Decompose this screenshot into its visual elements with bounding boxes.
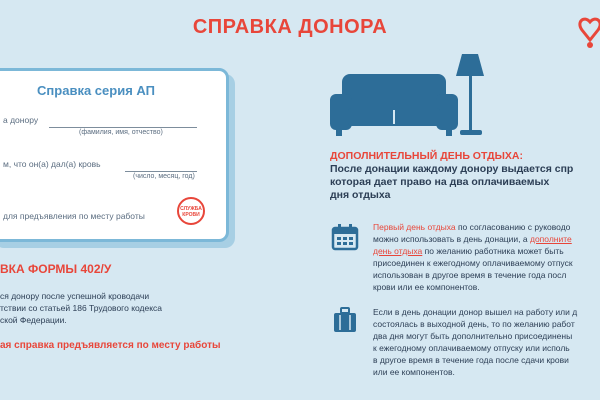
form-heading: ВКА ФОРМЫ 402/У (0, 262, 112, 276)
card-title: Справка серия АП (37, 83, 155, 98)
card-work-line: для предъявления по месту работы (3, 211, 145, 221)
card-donor-hint: (фамилия, имя, отчество) (79, 129, 163, 136)
working-day-line: к ежегодному оплачиваемому отпуску или исполь (373, 343, 570, 353)
working-day-line: или ее компонентов. (373, 367, 455, 377)
working-day-line: два дня могут быть дополнительно присоединены (373, 331, 573, 341)
first-day-line-6: крови или ее компонентов. (373, 282, 480, 292)
floor-lamp-icon (456, 54, 484, 135)
form-line: тствии со статьей 186 Трудового кодекса (0, 303, 163, 313)
card-blood-hint: (число, месяц, год) (133, 173, 195, 180)
first-day-line-5: использован в другое время в течение года посл (373, 270, 567, 280)
first-day-text: по желанию работника может быть (422, 246, 564, 256)
working-day-line: в другое время в течение года после сдачи крови (373, 355, 569, 365)
form-description (0, 290, 162, 326)
calendar-icon (331, 223, 359, 251)
card-blood-rule (125, 171, 197, 172)
card-blood-line: м, что он(а) дал(а) кровь (3, 159, 101, 169)
working-day-line: Если в день донации донор вышел на работу или д (373, 307, 578, 317)
heart-logo-icon (578, 16, 600, 50)
first-day-text: можно использовать в день донации, а (373, 234, 530, 244)
first-day-line-1 (373, 221, 573, 233)
rest-description (330, 163, 573, 202)
suitcase-icon (331, 306, 359, 334)
first-day-line-4: присоединен к ежегодному оплачиваемому отпуск (373, 258, 573, 268)
first-day-line-3 (373, 245, 573, 257)
sofa-and-lamp-illustration (328, 52, 498, 140)
rest-line: дня отдыха (330, 189, 391, 201)
first-day-text: по согласованию с руководо (455, 222, 571, 232)
additional-highlight: дополните (529, 234, 572, 244)
first-day-highlight: Первый день отдыха (373, 222, 456, 232)
donor-certificate-card (0, 68, 229, 242)
first-day-paragraph (373, 221, 573, 293)
card-donor-line: а донору (3, 115, 39, 125)
card-donor-rule (49, 127, 197, 128)
form-line: ся донору после успешной кроводачи (0, 291, 150, 301)
form-line: ской Федерации. (0, 315, 67, 325)
working-day-line: состоялась в выходной день, то по желанию работ (373, 319, 575, 329)
rest-day-highlight: день отдыха (373, 246, 423, 256)
rest-heading: ДОПОЛНИТЕЛЬНЫЙ ДЕНЬ ОТДЫХА: (330, 150, 523, 162)
blood-service-stamp: СЛУЖБА КРОВИ (177, 197, 205, 225)
rest-line: которая дает право на два оплачиваемых (330, 176, 550, 188)
working-day-paragraph (373, 306, 577, 378)
rest-line: После донации каждому донору выдается спр (330, 163, 574, 175)
page-title: СПРАВКА ДОНОРА (192, 16, 388, 38)
sofa-icon (330, 74, 458, 136)
first-day-line-2 (373, 233, 573, 245)
form-note: ая справка предъявляется по месту работы (0, 340, 221, 351)
